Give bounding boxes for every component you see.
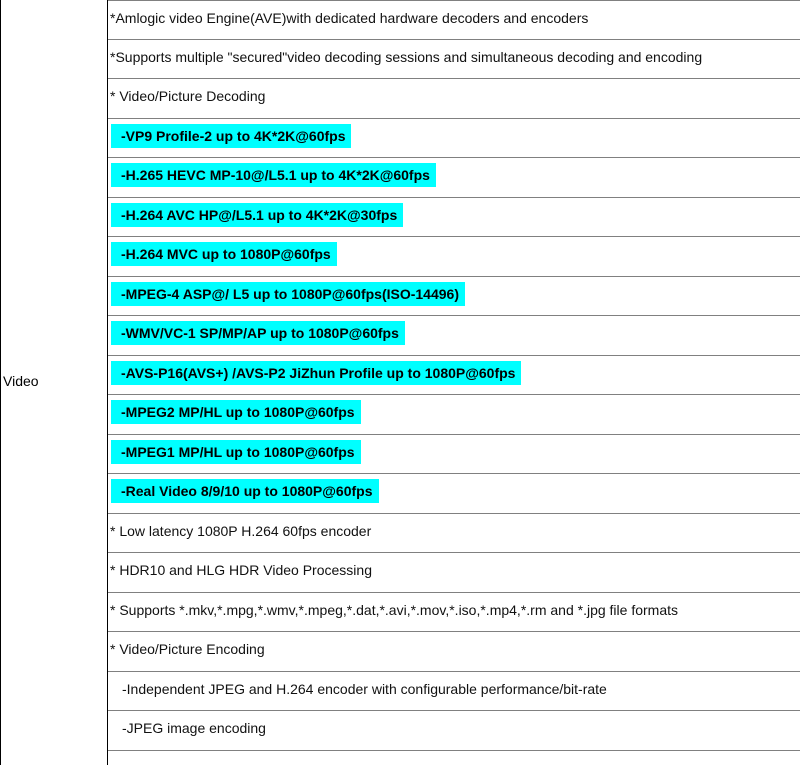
spec-row	[108, 79, 800, 119]
spec-row-text: -WMV/VC-1 SP/MP/AP up to 1080P@60fps	[111, 321, 405, 345]
spec-row-text: -Independent JPEG and H.264 encoder with configurable performance/bit-rate	[122, 680, 607, 697]
spec-row	[108, 198, 800, 238]
spec-row	[108, 356, 800, 396]
spec-row-text: -JPEG image encoding	[122, 720, 266, 736]
spec-row-text: -H.264 AVC HP@/L5.1 up to 4K*2K@30fps	[111, 203, 403, 227]
spec-row	[108, 474, 800, 514]
spec-row-text: *Supports multiple "secured"video decoding sessions and simultaneous decoding and encoding	[110, 48, 703, 65]
spec-row-text: -H.265 HEVC MP-10@/L5.1 up to 4K*2K@60fps	[111, 163, 436, 187]
spec-row-text: -MPEG2 MP/HL up to 1080P@60fps	[111, 400, 361, 424]
category-label: Video	[3, 373, 39, 389]
spec-row-text: *Amlogic video Engine(AVE)with dedicated hardware decoders and encoders	[110, 10, 589, 26]
spec-row	[108, 672, 800, 712]
spec-row	[108, 593, 800, 633]
spec-row-text: -AVS-P16(AVS+) /AVS-P2 JiZhun Profile up to 1080P@60fps	[111, 361, 521, 385]
spec-row	[108, 0, 800, 40]
spec-row-text: * Supports *.mkv,*.mpg,*.wmv,*.mpeg,*.dat,*.avi,*.mov,*.iso,*.mp4,*.rm and *.jpg file formats	[110, 601, 678, 618]
spec-row	[108, 119, 800, 159]
spec-row-text: -MPEG1 MP/HL up to 1080P@60fps	[111, 440, 361, 464]
spec-row	[108, 632, 800, 672]
spec-row-text: * Low latency 1080P H.264 60fps encoder	[110, 522, 372, 539]
spec-row-text: -Real Video 8/9/10 up to 1080P@60fps	[111, 479, 379, 503]
spec-row	[108, 553, 800, 593]
spec-row-text: -H.264 MVC up to 1080P@60fps	[111, 242, 337, 266]
spec-row-text: * HDR10 and HLG HDR Video Processing	[110, 562, 372, 578]
category-cell	[0, 0, 108, 765]
spec-row	[108, 40, 800, 80]
spec-row	[108, 237, 800, 277]
spec-row-text: -VP9 Profile-2 up to 4K*2K@60fps	[111, 124, 351, 148]
spec-row	[108, 277, 800, 317]
spec-row-text: * Video/Picture Encoding	[110, 641, 265, 657]
spec-row	[108, 711, 800, 751]
spec-row	[108, 158, 800, 198]
spec-row-text: * Video/Picture Decoding	[110, 88, 266, 104]
spec-rows	[108, 0, 800, 751]
spec-row	[108, 435, 800, 475]
spec-row	[108, 514, 800, 554]
spec-row	[108, 395, 800, 435]
spec-row	[108, 316, 800, 356]
spec-row-text: -MPEG-4 ASP@/ L5 up to 1080P@60fps(ISO-14496)	[111, 282, 465, 306]
